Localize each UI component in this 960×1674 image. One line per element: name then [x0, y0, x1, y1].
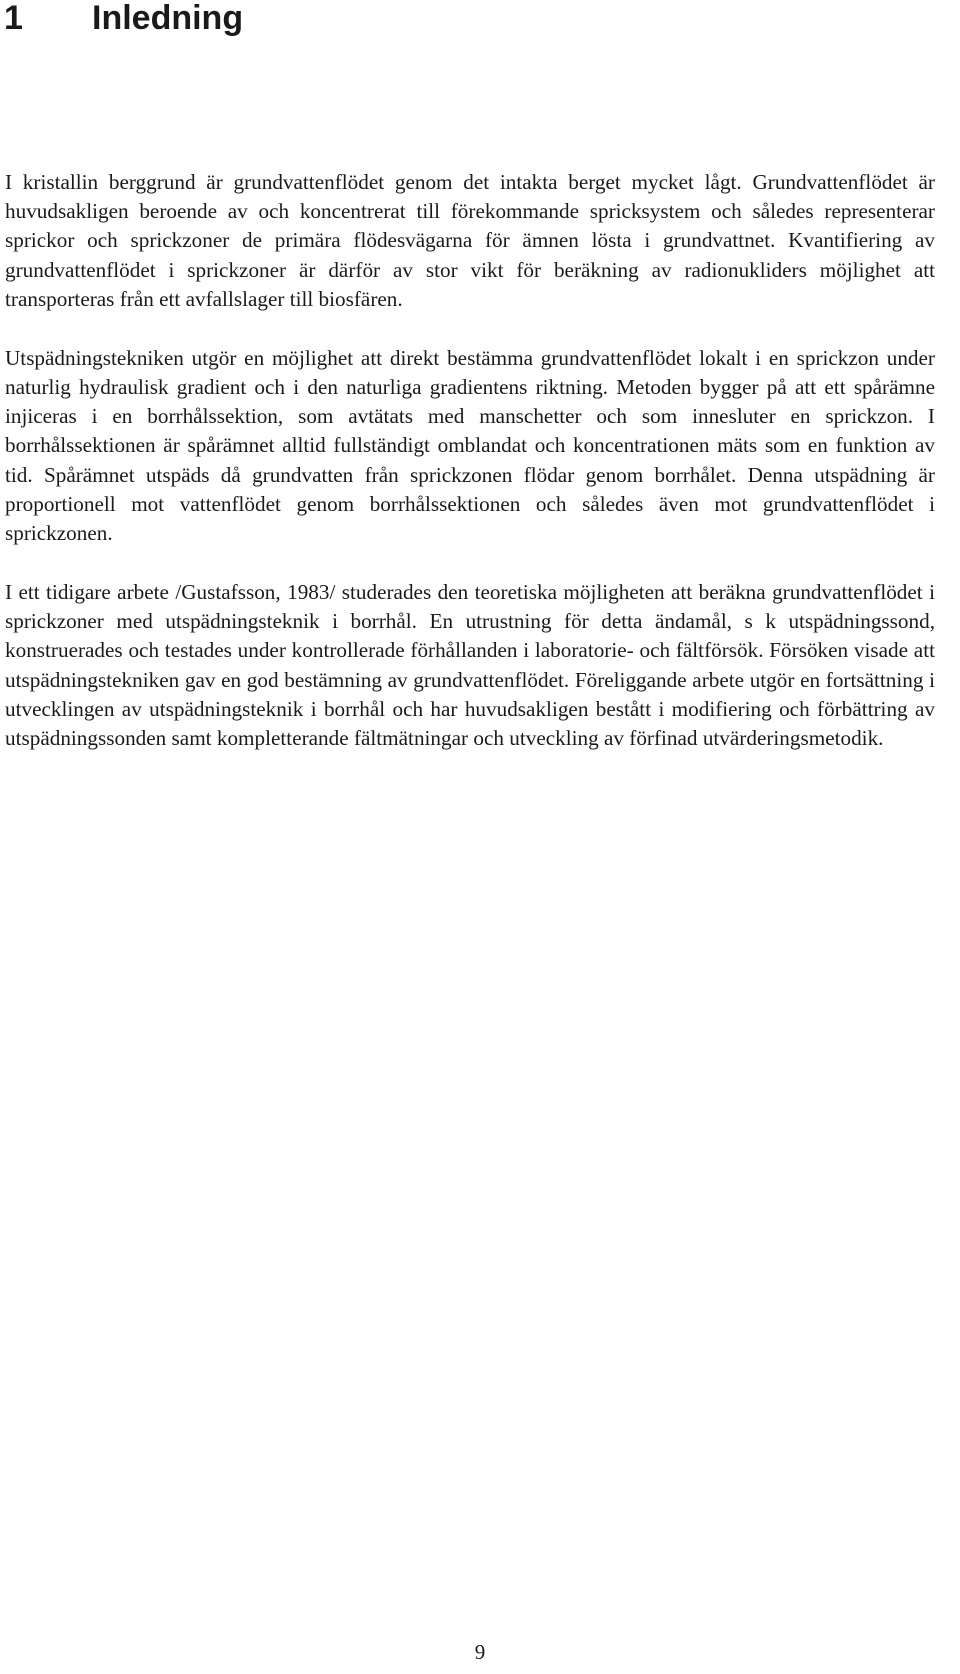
section-title: Inledning [92, 0, 244, 37]
section-heading [4, 0, 243, 36]
section-number: 1 [4, 0, 23, 37]
body-text [5, 168, 935, 783]
paragraph-2: Utspädningstekniken utgör en möjlighet att direkt bestämma grundvattenflödet lokalt i en sprickzon under naturlig hydraulisk gradient och i den naturliga gradientens riktning. Metoden bygger på att ett spårämne injiceras i en borrhålssektion, som avtätats med manschetter och som innesluter en sprickzon. I borrhålssektionen är spårämnet alltid fullständigt omblandat och koncentrationen mäts som en funktion av tid. Spårämnet utspäds då grundvatten från sprickzonen flödar genom borrhålet. Denna utspädning är proportionell mot vattenflödet genom borrhålssektionen och således även mot grundvattenflödet i sprickzonen. [5, 345, 935, 546]
page-number: 9 [474, 1640, 486, 1664]
paragraph-1: I kristallin berggrund är grundvattenflödet genom det intakta berget mycket lågt. Grundvattenflödet är huvudsakligen beroende av och koncentrerat till förekommande spricksystem och således representerar sprickor och sprickzoner de primära flödesvägarna för ämnen lösta i grundvattnet. Kvantifiering av grundvattenflödet i sprickzoner är därför av stor vikt för beräkning av radionukliders möjlighet att transporteras från ett avfallslager till biosfären. [5, 170, 935, 311]
paragraph-3: I ett tidigare arbete /Gustafsson, 1983/ studerades den teoretiska möjligheten att beräkna grundvattenflödet i sprickzoner med utspädningsteknik i borrhål. En utrustning för detta ändamål, s k utspädningssond, konstruerades och testades under kontrollerade förhållanden i laboratorie- och fältförsök. Försöken visade att utspädningstekniken gav en god bestämning av grundvattenflödet. Föreliggande arbete utgör en fortsättning i utvecklingen av utspädningsteknik i borrhål och har huvudsakligen bestått i modifiering och förbättring av utspädningssonden samt kompletterande fältmätningar och utveckling av förfinad utvärderingsmetodik. [5, 580, 935, 751]
